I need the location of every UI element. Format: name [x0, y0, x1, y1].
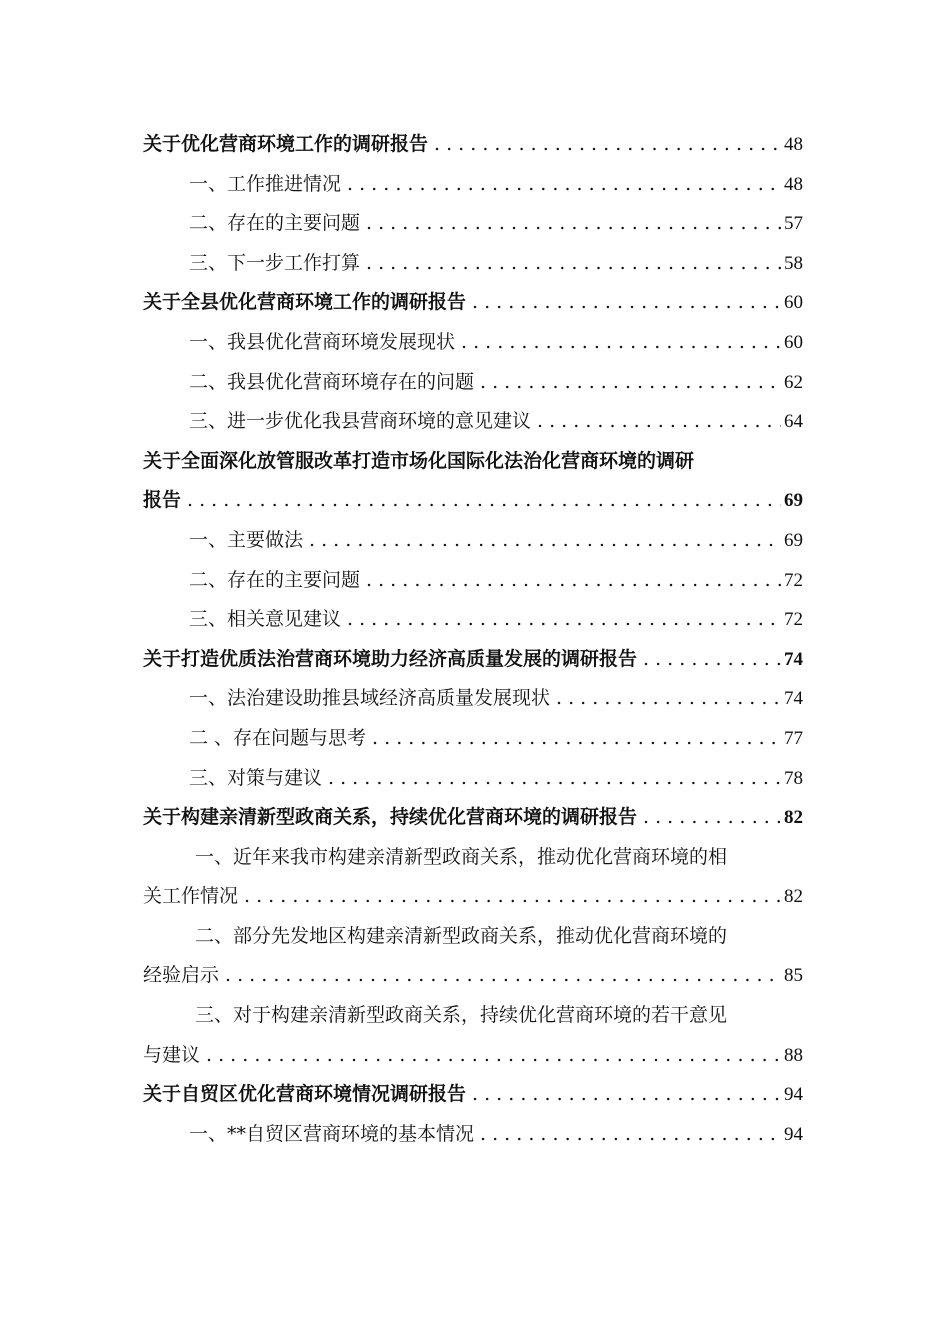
dot-leader: [200, 1036, 781, 1076]
toc-entry[interactable]: [143, 521, 803, 561]
dot-leader: [322, 759, 781, 799]
toc-entry-wrapped[interactable]: [143, 442, 803, 521]
toc-page-number: 60: [784, 331, 803, 353]
toc-entry[interactable]: [143, 600, 803, 640]
dot-leader: [637, 798, 781, 838]
dot-leader: [366, 719, 781, 759]
toc-page-number: 57: [784, 213, 803, 235]
toc-entry-title-line1: 关于全面深化放管服改革打造市场化国际化法治化营商环境的调研: [143, 449, 695, 472]
toc-page-number: 62: [784, 371, 803, 393]
dot-leader: [303, 521, 781, 561]
toc-page-number: 72: [784, 569, 803, 591]
toc-page-number: 69: [784, 529, 803, 551]
toc-entry[interactable]: [143, 679, 803, 719]
toc-entry-title: 关于自贸区优化营商环境情况调研报告: [143, 1083, 467, 1106]
toc-page-number: 82: [784, 807, 803, 829]
dot-leader: [637, 640, 781, 680]
dot-leader: [474, 1115, 781, 1155]
toc-entry-wrapped[interactable]: [143, 838, 803, 917]
toc-entry-title: 关于全县优化营商环境工作的调研报告: [143, 291, 467, 314]
dot-leader: [428, 125, 781, 165]
dot-leader: [466, 1075, 781, 1115]
dot-leader: [466, 283, 781, 323]
toc-entry-title: 关于打造优质法治营商环境助力经济高质量发展的调研报告: [143, 647, 638, 670]
dot-leader: [360, 561, 781, 601]
toc-entry-title: 三、下一步工作打算: [189, 251, 361, 274]
toc-entry[interactable]: [143, 244, 803, 284]
toc-entry-title: 一、工作推进情况: [189, 172, 342, 195]
dot-leader: [341, 165, 781, 205]
toc-entry-title: 一、我县优化营商环境发展现状: [189, 330, 456, 353]
toc-entry[interactable]: [143, 323, 803, 363]
toc-entry[interactable]: [143, 363, 803, 403]
toc-entry-title: 二、我县优化营商环境存在的问题: [189, 370, 475, 393]
toc-entry[interactable]: [143, 759, 803, 799]
toc-entry-title: 三、进一步优化我县营商环境的意见建议: [189, 410, 532, 433]
toc-page-number: 60: [784, 292, 803, 314]
toc-page-number: 94: [784, 1123, 803, 1145]
toc-entry-title: 二、存在的主要问题: [189, 212, 361, 235]
toc-entry-title-line1: 二、部分先发地区构建亲清新型政商关系，推动优化营商环境的: [195, 924, 728, 947]
toc-page-number: 48: [784, 173, 803, 195]
toc-entry[interactable]: [143, 125, 803, 165]
dot-leader: [360, 244, 781, 284]
toc-entry[interactable]: [143, 640, 803, 680]
toc-entry-title: 关于优化营商环境工作的调研报告: [143, 133, 429, 155]
toc-page-number: 74: [784, 688, 803, 710]
toc-entry[interactable]: [143, 402, 803, 442]
toc-page-number: 78: [784, 767, 803, 789]
table-of-contents: [143, 125, 803, 1154]
toc-entry[interactable]: [143, 561, 803, 601]
toc-entry-title-line1: 三、对于构建亲清新型政商关系，持续优化营商环境的若干意见: [195, 1004, 728, 1027]
toc-page-number: 88: [784, 1044, 803, 1066]
dot-leader: [341, 600, 781, 640]
toc-entry[interactable]: [143, 165, 803, 205]
toc-entry-wrapped[interactable]: [143, 996, 803, 1075]
toc-page-number: 94: [784, 1084, 803, 1106]
toc-entry-title: 关于构建亲清新型政商关系，持续优化营商环境的调研报告: [143, 806, 638, 829]
toc-entry[interactable]: [143, 798, 803, 838]
toc-entry[interactable]: [143, 204, 803, 244]
toc-entry-title-line2: 经验启示: [143, 964, 220, 987]
toc-entry[interactable]: [143, 283, 803, 323]
dot-leader: [181, 481, 781, 521]
toc-page-number: 72: [784, 609, 803, 631]
toc-entry-title: 二 、存在问题与思考: [189, 726, 367, 749]
dot-leader: [474, 363, 781, 403]
toc-page-number: 64: [784, 411, 803, 433]
toc-entry[interactable]: [143, 719, 803, 759]
toc-page-number: 48: [784, 134, 803, 155]
toc-entry-title-line2: 报告: [143, 489, 182, 512]
dot-leader: [550, 679, 781, 719]
toc-entry-title: 一、法治建设助推县域经济高质量发展现状: [189, 687, 551, 710]
toc-page-number: 82: [784, 886, 803, 908]
toc-entry-title: 一、**自贸区营商环境的基本情况: [189, 1122, 475, 1145]
toc-entry[interactable]: [143, 1115, 803, 1155]
toc-entry[interactable]: [143, 1075, 803, 1115]
toc-entry-title-line2: 关工作情况: [143, 885, 239, 908]
dot-leader: [531, 402, 781, 442]
toc-entry-title: 二、存在的主要问题: [189, 568, 361, 591]
toc-entry-title-line1: 一、近年来我市构建亲清新型政商关系，推动优化营商环境的相: [195, 845, 728, 868]
toc-page-number: 77: [784, 727, 803, 749]
dot-leader: [219, 956, 781, 996]
toc-entry-title-line2: 与建议: [143, 1043, 201, 1066]
toc-page-number: 85: [784, 965, 803, 987]
dot-leader: [455, 323, 781, 363]
toc-entry-title: 三、对策与建议: [189, 766, 323, 789]
dot-leader: [360, 204, 781, 244]
toc-entry-title: 三、相关意见建议: [189, 608, 342, 631]
toc-entry-wrapped[interactable]: [143, 917, 803, 996]
toc-page-number: 58: [784, 252, 803, 274]
dot-leader: [238, 877, 781, 917]
toc-page-number: 74: [784, 648, 803, 670]
toc-page-number: 69: [784, 490, 803, 512]
toc-entry-title: 一、主要做法: [189, 528, 304, 551]
